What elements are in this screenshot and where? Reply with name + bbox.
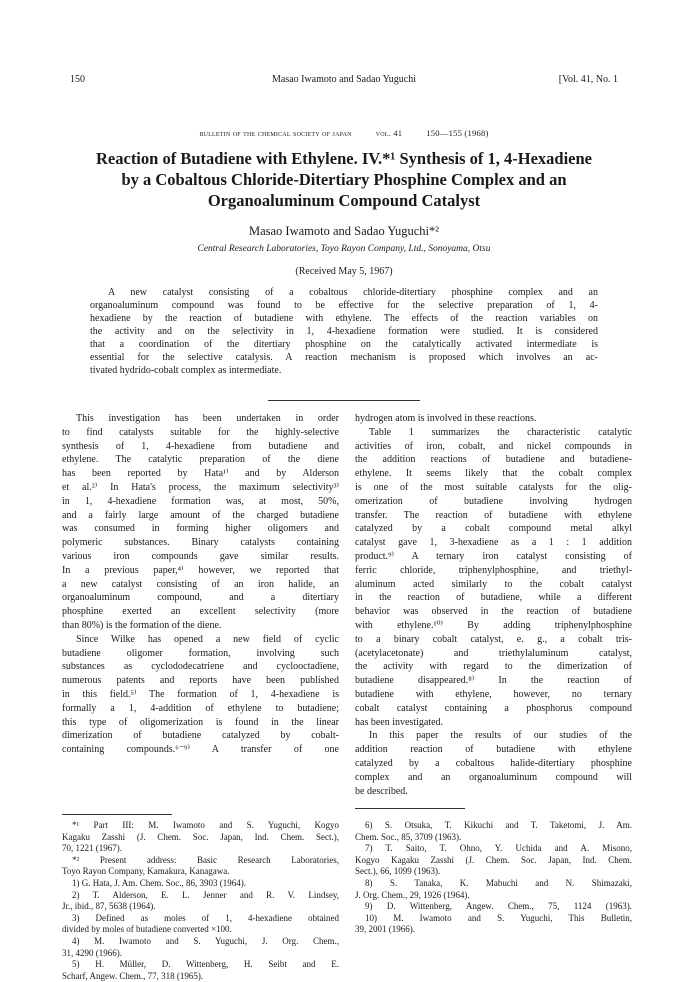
body-line: substances as cyclododecatriene and cyclooctadiene,: [62, 661, 339, 673]
footnote-line: Kogyo Kagaku Zasshi (J. Chem. Soc. Japan, Ind. Chem.: [355, 854, 632, 865]
body-line: be described.: [355, 785, 408, 797]
footnote-rule-right: [355, 808, 465, 809]
body-line: et al.²⁾ In Hata's process, the maximum selectivity³⁾: [62, 481, 339, 493]
body-line: In this paper the results of our studies of the: [369, 730, 632, 742]
journal-pages-year: 150—155 (1968): [426, 128, 489, 138]
body-line: Since Wilke has opened a new field of cyclic: [76, 633, 339, 645]
body-line: formally a 1, 4-addition of ethylene to butadiene;: [62, 702, 339, 714]
footnote-line: J. Org. Chem., 29, 1926 (1964).: [355, 889, 470, 900]
body-line: (acetylacetonate) and triethylaluminum catalyst,: [355, 647, 632, 659]
abstract-line: that a coordination of the ditertiary phosphine on the catalytically activated intermediate is: [90, 339, 598, 350]
body-line: to a binary cobalt catalyst, e. g., a cobalt tris-: [355, 633, 632, 645]
abstract-line: A new catalyst consisting of a cobaltous chloride-ditertiary phosphine complex and an: [108, 287, 598, 298]
page-number: 150: [70, 74, 85, 85]
body-line: organoaluminum compound, and a ditertiary: [62, 592, 339, 604]
footnote-line: *² Present address: Basic Research Laboratories,: [72, 854, 339, 865]
footnotes-right: [355, 820, 632, 936]
footnote-line: Toyo Rayon Company, Kamakura, Kanagawa.: [62, 866, 230, 877]
body-line: hydrogen atom is involved in these reactions.: [355, 413, 537, 424]
author-list: Masao Iwamoto and Sadao Yuguchi*²: [248, 224, 440, 238]
body-line: this type of oligomerization is found in the linear: [62, 716, 339, 728]
journal-volume: vol. 41: [375, 128, 403, 138]
paper-title: [60, 148, 628, 211]
footnote-line: 8) S. Tanaka, K. Mabuchi and N. Shimazaki,: [365, 877, 632, 888]
footnote-line: 70, 1221 (1967).: [62, 843, 122, 854]
footnote-line: Jr., ibid., 87, 5638 (1964).: [62, 901, 156, 912]
body-line: containing compounds.⁶⁻⁹⁾ A transfer of one: [62, 744, 339, 756]
abstract-line: essential for the selective catalysis. A reaction mechanism is proposed which involves an ac-: [90, 352, 598, 363]
body-line: In a previous paper,⁴⁾ however, we reported that: [62, 564, 339, 576]
footnote-line: 10) M. Iwamoto and S. Yuguchi, This Bulletin,: [365, 912, 632, 923]
footnote-line: 2) T. Alderson, E. L. Jenner and R. V. Lindsey,: [72, 889, 339, 900]
footnote-rule-left: [62, 814, 172, 815]
body-line: dimerization of butadiene catalyzed by cobalt-: [62, 730, 339, 742]
body-line: synthesis of 1, 4-hexadiene from butadiene and: [62, 440, 339, 452]
body-line: phosphine exerted an excellent selectivity (more: [62, 606, 339, 618]
body-column-left: [62, 412, 339, 757]
journal-line: [70, 128, 618, 138]
body-line: and a fairly large amount of the charged butadiene: [62, 509, 339, 521]
running-head-authors: Masao Iwamoto and Sadao Yuguchi: [271, 74, 417, 85]
footnote-line: Chem. Soc., 85, 3709 (1963).: [355, 831, 462, 842]
body-line: with ethylene.¹⁰⁾ By adding triphenylphosphine: [355, 619, 632, 631]
footnote-line: divided by moles of butadiene converted ×100.: [62, 924, 232, 935]
body-line: ferric chloride, triphenylphosphine, and triethyl-: [355, 564, 632, 576]
footnote-line: 9) D. Wittenberg, Angew. Chem., 75, 1124 (1963).: [365, 901, 632, 912]
abstract: [90, 286, 598, 377]
body-line: omerization of butadiene involving hydrogen: [355, 495, 632, 507]
affiliation: Central Research Laboratories, Toyo Rayon Company, Ltd., Sonoyama, Otsu: [197, 244, 491, 254]
footnote-line: 5) H. Müller, D. Wittenberg, H. Seibt and E.: [72, 959, 339, 970]
running-head: [70, 74, 618, 88]
body-line: is one of the most suitable catalysts for the olig-: [355, 481, 632, 493]
body-line: numerous patents and reports have been published: [62, 675, 339, 687]
body-line: a new catalyst consisting of an iron halide, an: [62, 578, 339, 590]
abstract-line: tivated hydrido-cobalt complex as intermediate.: [90, 365, 282, 376]
body-line: various iron compounds gave similar results.: [62, 550, 339, 562]
received-date: (Received May 5, 1967): [295, 266, 393, 277]
footnote-line: 6) S. Otsuka, T. Kikuchi and T. Taketomi, J. Am.: [365, 820, 632, 830]
footnote-line: 39, 2001 (1966).: [355, 924, 415, 935]
body-line: addition reaction of butadiene with ethylene: [355, 744, 632, 756]
body-line: catalyzed by a cobalt compound metal alkyl: [355, 523, 632, 535]
title-line: by a Cobaltous Chloride-Ditertiary Phosphine Complex and an: [121, 170, 567, 189]
footnote-line: Kagaku Zasshi (J. Chem. Soc. Japan, Ind. Chem. Sect.),: [62, 831, 339, 842]
footnote-line: 7) T. Saito, T. Ohno, Y. Uchida and A. Misono,: [365, 843, 632, 854]
body-line: catalyzed by a cobaltous halide-ditertiary phosphine: [355, 757, 632, 769]
body-line: the addition reactions of butadiene and butadiene-: [355, 454, 632, 466]
body-line: transfer. The reaction of butadiene with ethylene: [355, 509, 632, 521]
running-head-volume: [Vol. 41, No. 1: [558, 74, 618, 85]
footnote-line: 4) M. Iwamoto and S. Yuguchi, J. Org. Chem.,: [72, 935, 339, 946]
body-line: cobalt catalyst containing a phosphorus compound: [355, 702, 632, 714]
footnote-line: 31, 4290 (1966).: [62, 947, 122, 958]
footnote-line: 3) Defined as moles of 1, 4-hexadiene obtained: [72, 912, 339, 923]
body-line: activities of iron, cobalt, and nickel compounds in: [355, 440, 632, 452]
body-line: ethylene. The catalytic preparation of the diene: [62, 454, 339, 466]
abstract-line: organoaluminum compound was found to be effective for the selective preparation of 1, 4-: [90, 300, 598, 311]
footnotes-left: [62, 820, 339, 982]
section-divider: [268, 400, 420, 401]
title-line: Organoaluminum Compound Catalyst: [207, 191, 481, 210]
body-line: butadiene with ethylene, however, no ternary: [355, 688, 632, 700]
body-line: behavior was observed in the reaction of butadiene: [355, 606, 632, 618]
body-line: This investigation has been undertaken in order: [76, 413, 339, 424]
body-line: the activity with regard to the dimerization of: [355, 661, 632, 673]
body-column-right: [355, 412, 632, 798]
body-line: has been investigated.: [355, 716, 444, 728]
body-line: in 1, 4-hexadiene formation was, at most, 50%,: [62, 495, 339, 507]
footnote-line: Scharf, Angew. Chem., 77, 318 (1965).: [62, 970, 204, 981]
body-line: Table 1 summarizes the characteristic catalytic: [369, 426, 632, 438]
body-line: butadiene oligomer formation, involving such: [62, 647, 339, 659]
body-line: in this field.⁵⁾ The formation of 1, 4-hexadiene is: [62, 688, 339, 700]
body-line: aluminum acted similarly to the cobalt catalyst: [355, 578, 632, 590]
body-line: catalyst gave 1, 3-hexadiene as a 1 : 1 addition: [355, 537, 632, 549]
body-line: in the reaction of butadiene, while a different: [355, 592, 632, 604]
body-line: polymeric substances. Binary catalysts containing: [62, 537, 339, 549]
abstract-line: hexadiene by the reaction of butadiene with ethylene. The effects of the reaction variables on: [90, 313, 598, 324]
body-line: butadiene disappeared.⁸⁾ In the reaction of: [355, 675, 632, 687]
footnote-line: 1) G. Hata, J. Am. Chem. Soc., 86, 3903 (1964).: [72, 877, 246, 888]
body-line: product.⁹⁾ A ternary iron catalyst consisting of: [355, 550, 632, 562]
abstract-line: the activity and on the selectivity in 1, 4-hexadiene formation were studied. It is considered: [90, 326, 598, 337]
body-line: complex and an organoaluminum compound will: [355, 771, 632, 783]
title-line: Reaction of Butadiene with Ethylene. IV.*¹ Synthesis of 1, 4-Hexadiene: [96, 149, 592, 168]
body-line: to find catalysts suitable for the highly-selective: [62, 426, 339, 438]
footnote-line: Sect.), 66, 1099 (1963).: [355, 866, 441, 877]
footnote-line: *¹ Part III: M. Iwamoto and S. Yuguchi, Kogyo: [72, 820, 339, 830]
body-line: than 80%) is the formation of the diene.: [62, 619, 222, 631]
body-line: was consumed in forming higher oligomers and: [62, 523, 339, 535]
body-line: ethylene. It seems likely that the cobalt complex: [355, 468, 632, 480]
body-line: has been reported by Hata¹⁾ and by Alderson: [62, 468, 339, 480]
journal-name: bulletin of the chemical society of japan: [199, 128, 352, 138]
